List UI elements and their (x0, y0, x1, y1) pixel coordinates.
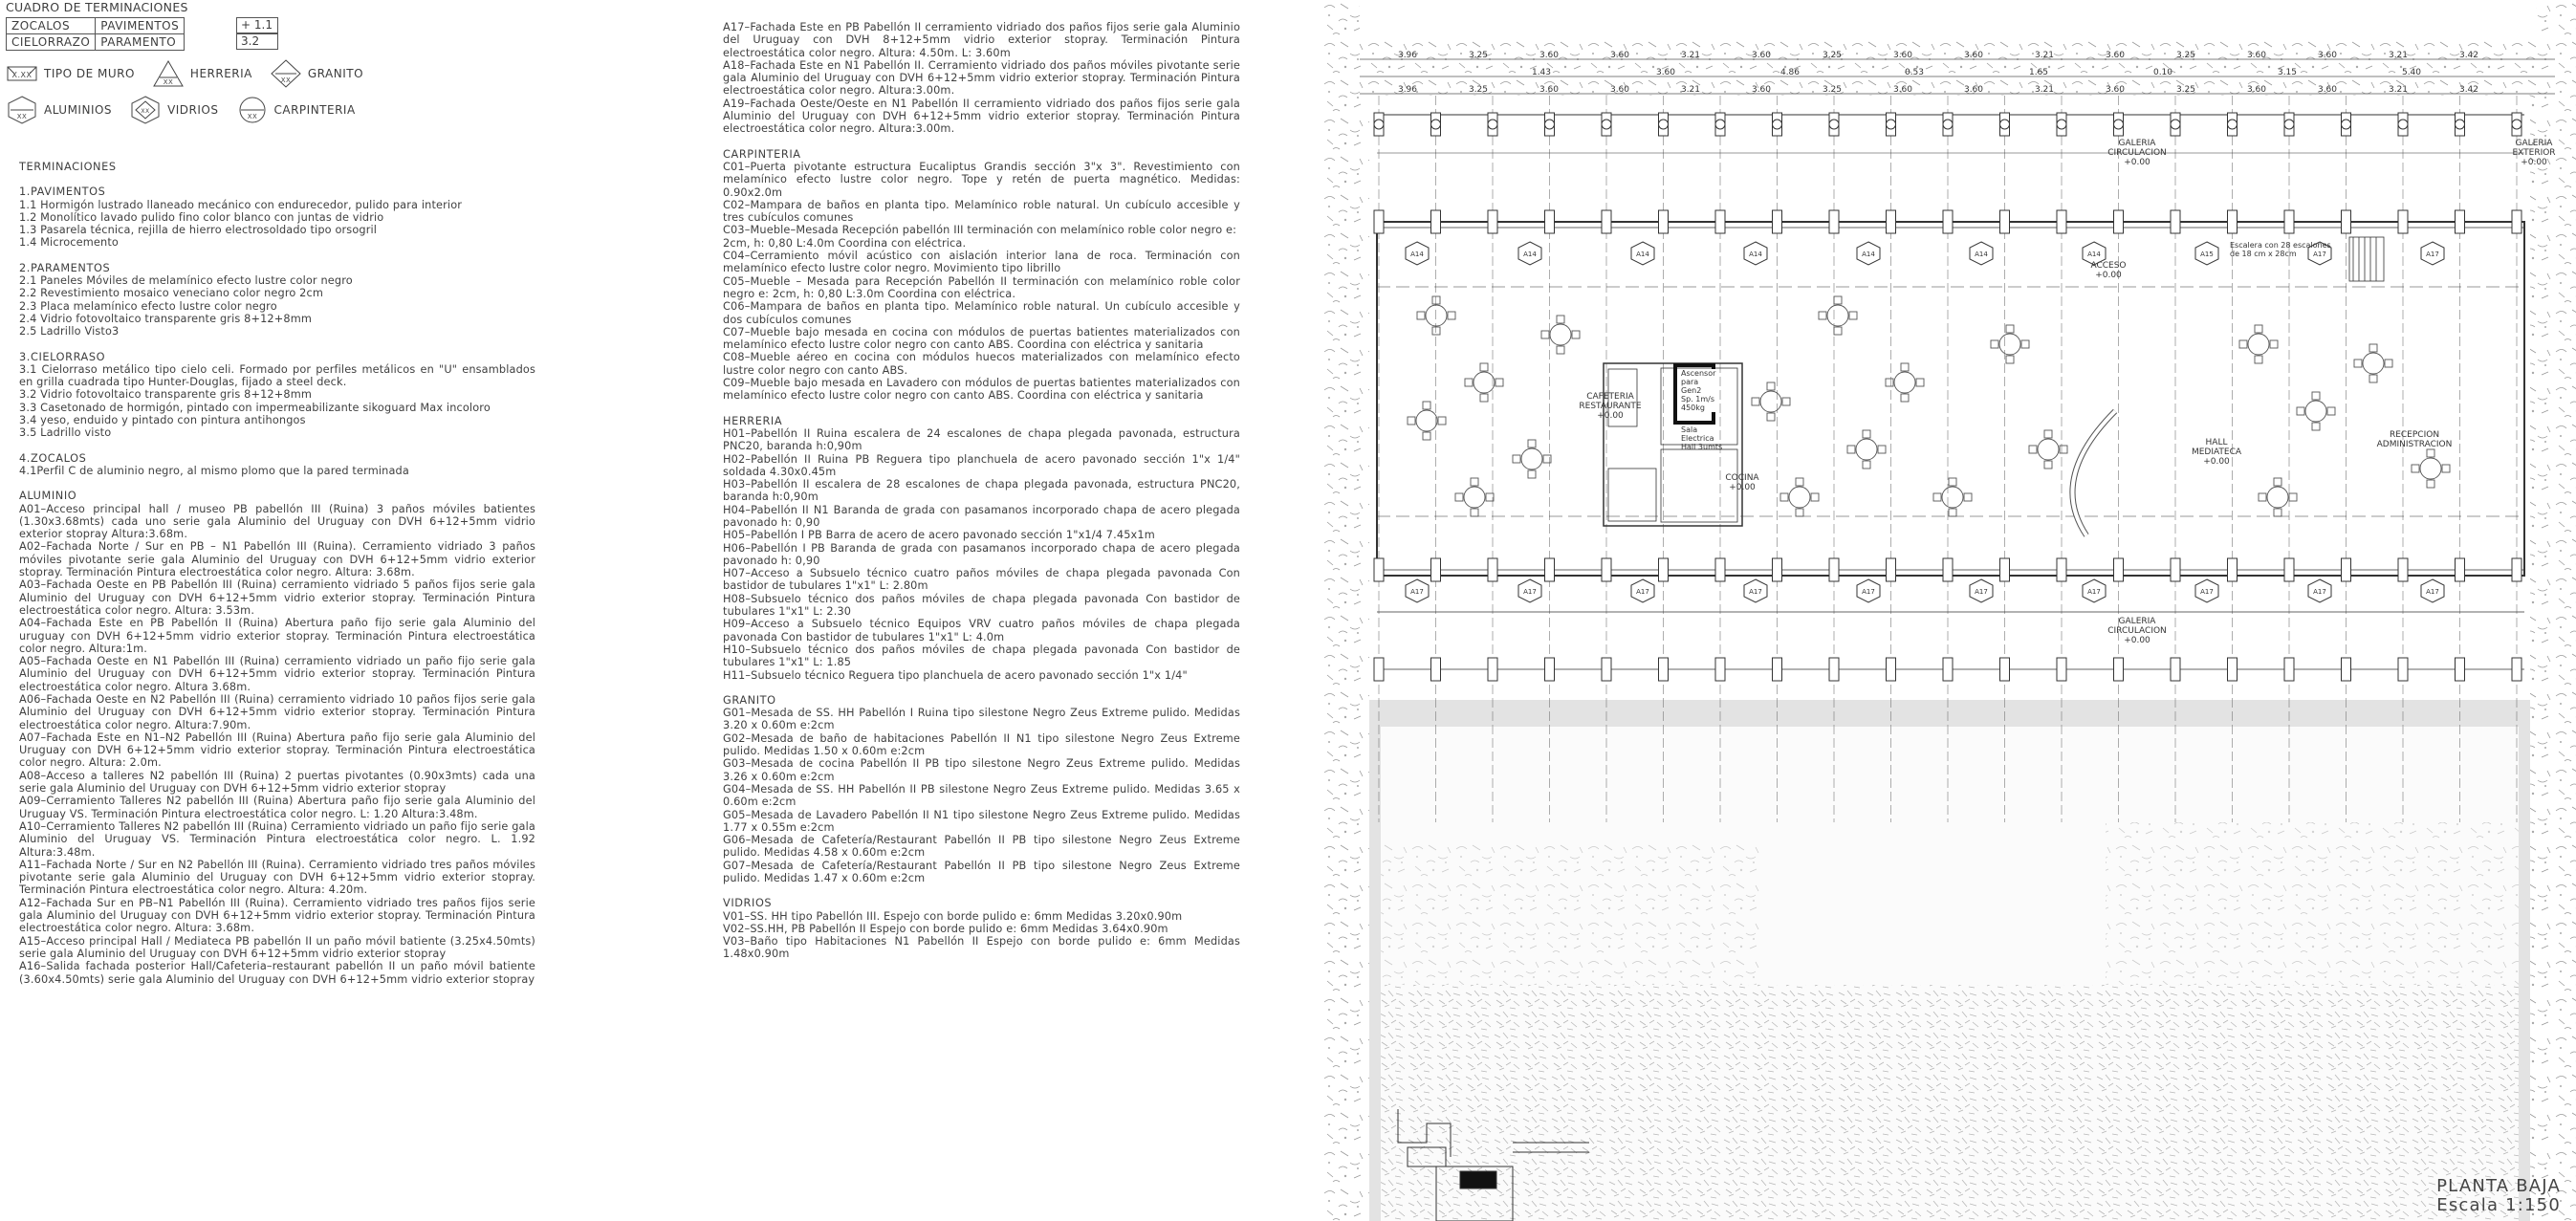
grid-axis-bubble (1773, 120, 1782, 129)
spec-line: A04–Fachada Este en PB Pabellón II (Ruina) Abertura paño fijo serie gala Aluminio del uruguay con DVH 6+12+5mm vidrio exterior stopray. Terminación Pintura electroestática color negro. Altura:1m. (19, 617, 535, 655)
column (1602, 558, 1611, 581)
dimension-label: 3.15 (2277, 68, 2298, 77)
column (2456, 658, 2465, 681)
column (2000, 658, 2010, 681)
spec-heading: GRANITO (723, 693, 776, 707)
spec-line: 1.4 Microcemento (19, 236, 119, 250)
column (2456, 558, 2465, 581)
column (1488, 558, 1497, 581)
column (2057, 558, 2066, 581)
dimension-label: 3.21 (2388, 51, 2409, 60)
legend-item-vidrios (129, 96, 218, 124)
svg-text:A14: A14 (1523, 251, 1537, 258)
aluminios-label: ALUMINIOS (44, 103, 113, 117)
dimension-label: 3.25 (2175, 51, 2196, 60)
ironwork-triangle-icon (152, 59, 185, 88)
column (2512, 558, 2521, 581)
column (2456, 210, 2465, 233)
spec-line: A07–Fachada Este en N1–N2 Pabellón III (Ruina) Abertura paño fijo serie gala Aluminio del Uruguay con DVH 6+12+5mm vidrio exterior stopray. Terminación Pintura electroestática color negro. Altura: 2.0m. (19, 730, 535, 770)
spec-section (723, 148, 1240, 403)
grid-axis-bubble (2512, 120, 2521, 129)
column (2284, 558, 2294, 581)
spec-line: 4.1Perfil C de aluminio negro, al mismo plomo que la pared terminada (19, 464, 409, 477)
floor-plan-svg (1321, 0, 2576, 1221)
spec-line: A12–Fachada Sur en PB–N1 Pabellón III (Ruina). Cerramiento vidriado tres paños fijos serie gala Aluminio del Uruguay con DVH 6+12+5mm vidrio exterior stopray. Terminación Pintura electroestática color negro. Altura: 3.68m. (19, 896, 535, 935)
column (1943, 658, 1953, 681)
column (1659, 558, 1669, 581)
legend-item-carpinteria (236, 96, 356, 124)
grid-axis-bubble (2398, 120, 2408, 129)
spec-line: C09–Mueble bajo mesada en Lavadero con módulos de puertas batientes materializados con melamínico efecto lustre color negro con canto ABS. Coordina con eléctrica y sanitaria (723, 377, 1240, 403)
spec-section (19, 262, 535, 338)
column (1887, 210, 1896, 233)
dimension-label: 3.60 (1539, 51, 1560, 60)
column (1545, 658, 1555, 681)
spec-section (19, 161, 535, 173)
spec-line: V01–SS. HH tipo Pabellón III. Espejo con borde pulido e: 6mm Medidas 3.20x0.90m (723, 909, 1183, 923)
dimension-label: 3.60 (1609, 85, 1630, 95)
grid-axis-bubble (1431, 120, 1441, 129)
spec-line: A16–Salida fachada posterior Hall/Cafeteria–restaurant pabellón II un paño móvil batiente (3.60x4.50mts) serie gala Aluminio del Uruguay con DVH 6+12+5mm vidrio exterior stopray (19, 960, 535, 986)
dimension-label: 3.60 (1751, 85, 1772, 95)
column (1943, 210, 1953, 233)
structural-grid (1379, 96, 2517, 822)
column (2228, 210, 2238, 233)
grid-axis-bubble (2171, 120, 2180, 129)
wall-type-label: TIPO DE MURO (44, 67, 135, 80)
spec-heading: VIDRIOS (723, 897, 773, 910)
spec-line: C06–Mampara de baños en planta tipo. Melamínico roble natural. Un cubículo accesible y dos cubículos comunes (723, 300, 1240, 326)
spec-line: A01–Acceso principal hall / museo PB pabellón III (Ruina) 3 paños móviles batientes (1.30x3.68mts) cada uno serie gala Aluminio del Uruguay con DVH 6+12+5mm vidrio exterior stopray Altura:3.68m. (19, 502, 535, 541)
spec-line: H05–Pabellón I PB Barra de acero de acero pavonado sección 1"x1/4 7.45x1m (723, 529, 1155, 542)
spec-line: 3.4 yeso, enduido y pintado con pintura antihongos (19, 414, 306, 427)
dimension-label: 3.60 (2246, 85, 2267, 95)
dimension-label: 3.60 (1609, 51, 1630, 60)
column (1829, 210, 1839, 233)
column (2057, 210, 2066, 233)
grid-axis-bubble (1488, 120, 1497, 129)
spec-line: H07–Acceso a Subsuelo técnico cuatro paños móviles de chapa plegada pavonada Con bastidor de tubulares 1"x1" L: 2.80m (723, 567, 1240, 593)
dimension-label: 0.10 (2152, 68, 2173, 77)
key-cell-cielorrazo: CIELORRAZO (7, 34, 96, 51)
level-key-bottom: 3.2 (236, 33, 278, 50)
dimension-label: 3.21 (2388, 85, 2409, 95)
grid-axis-bubble (1602, 120, 1611, 129)
spec-section (19, 185, 535, 249)
dimension-label: 4.86 (1779, 68, 1801, 77)
carpinteria-code: XX (247, 113, 257, 120)
grid-axis-bubble (2228, 120, 2238, 129)
column (2228, 658, 2238, 681)
spec-line: 2.1 Paneles Móviles de melamínico efecto lustre color negro (19, 274, 353, 288)
spec-line: H03–Pabellón II escalera de 28 escalones de chapa plegada pavonada, estructura PNC20, baranda h:0,90m (723, 478, 1240, 504)
wall-type-symbol-icon (6, 59, 38, 88)
dimension-label: 3.96 (1397, 85, 1418, 95)
column (1715, 558, 1725, 581)
svg-text:A14: A14 (1862, 251, 1875, 258)
spec-line: A11–Fachada Norte / Sur en N2 Pabellón III (Ruina). Cerramiento vidriado tres paños móviles pivotante serie gala Aluminio del Uruguay con DVH 6+12+5mm vidrio exterior stopray. Terminación Pintura electroestática color negro. Altura: 4.20m. (19, 858, 535, 897)
spec-line: A08–Acceso a talleres N2 pabellón III (Ruina) 2 puertas pivotantes (0.90x3mts) cada una serie gala Aluminio del Uruguay con DVH 6+12+5mm vidrio exterior stopray (19, 769, 535, 796)
spec-line: 3.3 Casetonado de hormigón, pintado con impermeabilizante sikoguard Max incoloro (19, 401, 491, 414)
column (2512, 210, 2521, 233)
spec-section (723, 897, 1240, 960)
key-cell-pavimentos: PAVIMENTOS (96, 18, 185, 34)
column (1545, 558, 1555, 581)
room-label-cafeteria: CAFETERIA RESTAURANTE +0.00 (1579, 392, 1642, 421)
spec-line: G07–Mesada de Cafetería/Restaurant Pabellón II PB tipo silestone Negro Zeus Extreme pulido. Medidas 1.47 x 0.60m e:2cm (723, 859, 1240, 884)
legend-item-herreria (152, 59, 252, 88)
grid-axis-bubble (1887, 120, 1896, 129)
spec-line: H01–Pabellón II Ruina escalera de 24 escalones de chapa plegada pavonada, estructura PNC20, baranda h:0,90m (723, 426, 1240, 453)
column (2171, 658, 2180, 681)
spec-line: 2.5 Ladrillo Visto3 (19, 325, 120, 338)
dimension-label: 3.25 (1822, 51, 1843, 60)
column (1887, 658, 1896, 681)
column (1773, 558, 1782, 581)
dimension-label: 3.21 (2034, 51, 2055, 60)
spec-line: G04–Mesada de SS. HH Pabellón II PB silestone Negro Zeus Extreme pulido. Medidas 3.65 x 0.60m e:2cm (723, 782, 1240, 809)
column (1431, 658, 1441, 681)
column (1602, 210, 1611, 233)
column (2342, 210, 2351, 233)
spec-line: A15–Acceso principal Hall / Mediateca PB pabellón II un paño móvil batiente (3.25x4.50mts) serie gala Aluminio del Uruguay con DVH 6+12+5mm vidrio exterior stopray (19, 934, 535, 960)
svg-text:A17: A17 (1636, 588, 1649, 596)
column (1773, 658, 1782, 681)
dimension-label: 3.25 (1468, 51, 1489, 60)
vidrios-label: VIDRIOS (167, 103, 219, 117)
column (2114, 658, 2124, 681)
spec-line: C05–Mueble – Mesada para Recepción Pabellón II terminación con melamínico roble color negro e: 2cm, h: 0,80 L:3.0m Coordina con eléctrica. (723, 274, 1240, 300)
column (2057, 658, 2066, 681)
column (1715, 210, 1725, 233)
granito-label: GRANITO (307, 67, 364, 80)
column (1431, 558, 1441, 581)
spec-line: A06–Fachada Oeste en N2 Pabellón III (Ruina) cerramiento vidriado 10 paños fijos serie gala Aluminio del Uruguay con DVH 6+12+5mm vidrio exterior stopray. Terminación Pintura electroestática color negro. Altura:7.90m. (19, 692, 535, 731)
spec-line: G05–Mesada de Lavadero Pabellón II N1 tipo silestone Negro Zeus Extreme pulido. Medidas 1.77 x 0.55m e:2cm (723, 808, 1240, 834)
spec-heading: TERMINACIONES (19, 161, 117, 173)
dimension-label: 3.60 (1655, 68, 1676, 77)
spec-line: C07–Mueble bajo mesada en cocina con módulos de puertas batientes materializados con melamínico efecto lustre color negro con canto ABS. Coordina con eléctrica y sanitaria (723, 325, 1240, 352)
stair-note: Escalera con 28 escalones de 18 cm x 28cm (2230, 241, 2331, 258)
grid-axis-bubble (2456, 120, 2465, 129)
spec-line: C01–Puerta pivotante estructura Eucaliptus Grandis sección 3"x 3". Revestimiento con melamínico efecto lustre color negro. Tope y retén de puerta magnético. Medidas: 0.90x2.0m (723, 160, 1240, 199)
spec-line: A17–Fachada Este en PB Pabellón II cerramiento vidriado dos paños fijos serie gala Aluminio del Uruguay con DVH 8+12+5mm vidrio exterior stopray. Terminación Pintura electroestática color negro. Altura: 4.50m. L: 3.60m (723, 21, 1240, 59)
dimension-label: 3.60 (2317, 51, 2338, 60)
granite-diamond-icon (270, 59, 302, 88)
plan-title: PLANTA BAJA (2436, 1176, 2561, 1196)
spec-line: C08–Mueble aéreo en cocina con módulos huecos materializados con melamínico efecto lustre color negro con canto ABS. (723, 351, 1240, 377)
room-label-acceso: ACCESO +0.00 (2090, 261, 2127, 280)
aluminium-hexagon-icon (6, 96, 38, 124)
spec-line: G03–Mesada de cocina Pabellón II PB tipo silestone Negro Zeus Extreme pulido. Medidas 3.26 x 0.60m e:2cm (723, 757, 1240, 783)
column (1887, 558, 1896, 581)
room-label-galeria-exterior: GALERIA EXTERIOR +0.00 (2512, 139, 2556, 167)
grid-axis-bubble (2284, 120, 2294, 129)
dimension-label: 0.53 (1904, 68, 1925, 77)
spec-line: A19–Fachada Oeste/Oeste en N1 Pabellón II cerramiento vidriado dos paños fijos serie gala Aluminio del Uruguay con DVH 6+12+5mm vidrio exterior stopray. Terminación Pintura electroestática color negro. Altura:3.00m. (723, 97, 1240, 136)
spec-line: 3.5 Ladrillo visto (19, 426, 112, 440)
specs-column-left (19, 161, 535, 986)
grid-axis-bubble (2114, 120, 2124, 129)
column (1488, 658, 1497, 681)
svg-text:A17: A17 (2313, 251, 2326, 258)
carpinteria-label: CARPINTERIA (273, 103, 356, 117)
dimension-label: 3.25 (2175, 85, 2196, 95)
svg-text:A17: A17 (2426, 588, 2439, 596)
dimension-label: 3.25 (1468, 85, 1489, 95)
spec-line: 2cm, h: 0,80 L:4.0m Coordina con eléctrica. (723, 236, 967, 250)
spec-section (19, 490, 535, 986)
legend-item-granito (270, 59, 363, 88)
dimension-label: 3.60 (1892, 85, 1913, 95)
column (1659, 658, 1669, 681)
spec-line: 3.1 Cielorraso metálico tipo cielo celi. Formado por perfiles metálicos en "U" ensamblados en grilla cuadrada tipo Hunter-Douglas, fijado a steel deck. (19, 362, 535, 389)
spec-line: H09–Acceso a Subsuelo técnico Equipos VRV cuatro paños móviles de chapa plegada pavonada Con bastidor de tubulares 1"x1" L: 4.0m (723, 618, 1240, 643)
column (2114, 210, 2124, 233)
grid-axis-bubble (1829, 120, 1839, 129)
spec-line: A03–Fachada Oeste en PB Pabellón III (Ruina) cerramiento vidriado 5 paños fijos serie gala Aluminio del Uruguay con DVH 6+12+5mm vidrio exterior stopray. Terminación Pintura electroestática color negro. Altura: 3.53m. (19, 578, 535, 617)
spec-line: V03–Baño tipo Habitaciones N1 Pabellón II Espejo con borde pulido e: 6mm Medidas 1.48x0.90m (723, 935, 1240, 961)
column (2284, 210, 2294, 233)
column (2284, 658, 2294, 681)
herreria-code: XX (163, 78, 174, 86)
legend-symbol-row-2 (6, 97, 690, 123)
finishes-key-table (6, 17, 185, 51)
spec-line: 3.2 Vidrio fotovoltaico transparente gris 8+12+8mm (19, 388, 313, 402)
spec-heading: CARPINTERIA (723, 147, 801, 161)
electrical-room-note: Sala Electrica Hall 3umts (1681, 425, 1723, 451)
dimension-label: 3.60 (2105, 85, 2126, 95)
glass-hexagon-icon (129, 96, 162, 124)
spec-heading: 1.PAVIMENTOS (19, 185, 106, 199)
column (1829, 558, 1839, 581)
dimension-label: 3.60 (1892, 51, 1913, 60)
dimension-label: 3.60 (2317, 85, 2338, 95)
aluminios-code: XX (16, 113, 28, 120)
spec-section (723, 694, 1240, 884)
column (1829, 658, 1839, 681)
spec-line: A10–Cerramiento Talleres N2 pabellón III (Ruina) Cerramiento vidriado un paño fijo serie gala Aluminio del Uruguay VS. Terminación Pintura electroestática color negro. L. 1.92 Altura:3.48m. (19, 819, 535, 859)
dimension-label: 3.60 (1963, 85, 1984, 95)
spec-line: C02–Mampara de baños en planta tipo. Melamínico roble natural. Un cubículo accesible y tres cubículos comunes (723, 198, 1240, 225)
spec-line: G06–Mesada de Cafetería/Restaurant Pabellón II PB tipo silestone Negro Zeus Extreme pulido. Medidas 4.58 x 0.60m e:2cm (723, 834, 1240, 860)
spec-line: H08–Subsuelo técnico dos paños móviles de chapa plegada pavonada Con bastidor de tubulares 1"x1" L: 2.30 (723, 592, 1240, 619)
spec-heading: ALUMINIO (19, 490, 77, 503)
grid-axis-bubble (1374, 120, 1384, 129)
plan-scale: Escala 1:150 (2436, 1195, 2561, 1215)
dimension-label: 3.21 (2034, 85, 2055, 95)
spec-heading: HERRERIA (723, 414, 783, 427)
svg-text:A17: A17 (1523, 588, 1537, 596)
column (1374, 558, 1384, 581)
dimension-label: 3.21 (1680, 51, 1701, 60)
grid-axis-bubble (2342, 120, 2351, 129)
dimension-label: 1.65 (2028, 68, 2049, 77)
column (2342, 558, 2351, 581)
spec-line: C04–Cerramiento móvil acústico con aislación interior lana de roca. Terminación con melamínico efecto lustre color negro. Movimiento tipo librillo (723, 250, 1240, 275)
floor-plan-drawing (1321, 0, 2576, 1221)
grid-axis-bubble (1659, 120, 1669, 129)
svg-text:A14: A14 (1749, 251, 1762, 258)
dimension-label: 3.96 (1397, 51, 1418, 60)
wall-type-code: X.XX (11, 71, 33, 79)
column (2000, 558, 2010, 581)
herreria-label: HERRERIA (189, 67, 252, 80)
grid-axis-bubble (2000, 120, 2010, 129)
column (2171, 558, 2180, 581)
spec-section (723, 415, 1240, 682)
dimension-label: 3.60 (2246, 51, 2267, 60)
room-label-galeria-circulacion-top: GALERIA CIRCULACION +0.00 (2107, 139, 2167, 167)
dimension-label: 3.60 (1963, 51, 1984, 60)
grid-axis-bubble (2057, 120, 2066, 129)
finishes-legend (2, 0, 690, 123)
level-key-top: + 1.1 (236, 17, 278, 33)
spec-line: G01–Mesada de SS. HH Pabellón I Ruina tipo silestone Negro Zeus Extreme pulido. Medidas 3.20 x 0.60m e:2cm (723, 707, 1240, 732)
dimension-label: 3.60 (1751, 51, 1772, 60)
spec-line: C03–Mueble–Mesada Recepción pabellón III terminación con melamínico roble color negro e: (723, 224, 1237, 237)
dimension-label: 3.21 (1680, 85, 1701, 95)
dimension-label: 3.60 (2105, 51, 2126, 60)
spec-line: 2.3 Placa melamínico efecto lustre color negro (19, 299, 277, 313)
spec-line: V02–SS.HH, PB Pabellón II Espejo con borde pulido e: 6mm Medidas 3.64x0.90m (723, 922, 1168, 935)
column (1602, 658, 1611, 681)
dimension-label: 3.42 (2458, 51, 2479, 60)
svg-text:A17: A17 (2200, 588, 2214, 596)
column (1659, 210, 1669, 233)
svg-text:A17: A17 (1862, 588, 1875, 596)
plan-title-block (2436, 1177, 2561, 1215)
spec-line: H04–Pabellón II N1 Baranda de grada con pasamanos incorporado chapa de acero plegada pavonado h: 0,90 (723, 503, 1240, 529)
column (2228, 558, 2238, 581)
legend-item-aluminios (6, 96, 112, 124)
svg-text:A17: A17 (1749, 588, 1762, 596)
spec-line: H06–Pabellón I PB Baranda de grada con pasamanos incorporado chapa de acero plegada pavonado h: 0,90 (723, 541, 1240, 567)
column (1545, 210, 1555, 233)
spec-line: A18–Fachada Este en N1 Pabellón II. Cerramiento vidriado dos paños móviles pivotante serie gala Aluminio del Uruguay con DVH 6+12+5mm vidrio exterior stopray. Terminación Pintura electroestática color negro. Altura:3.00m. (723, 58, 1240, 98)
dimension-label: 1.43 (1531, 68, 1552, 77)
column (2512, 658, 2521, 681)
svg-text:A17: A17 (2426, 251, 2439, 258)
vidrios-code: XX (141, 108, 150, 115)
spec-line: G02–Mesada de baño de habitaciones Pabellón II N1 tipo silestone Negro Zeus Extreme pulido. Medidas 1.50 x 0.60m e:2cm (723, 731, 1240, 758)
svg-text:A17: A17 (2087, 588, 2101, 596)
svg-text:A14: A14 (1410, 251, 1424, 258)
svg-text:A17: A17 (1975, 588, 1988, 596)
spec-line: 2.4 Vidrio fotovoltaico transparente gris 8+12+8mm (19, 312, 313, 325)
column (1773, 210, 1782, 233)
column (2398, 558, 2408, 581)
spec-line: H10–Subsuelo técnico dos paños móviles de chapa plegada pavonada Con bastidor de tubulares 1"x1" L: 1.85 (723, 643, 1240, 669)
grid-axis-bubble (1943, 120, 1953, 129)
column (2000, 210, 2010, 233)
column (1488, 210, 1497, 233)
column (1374, 658, 1384, 681)
room-label-recepcion: RECEPCION ADMINISTRACION (2376, 430, 2453, 449)
spec-line: H02–Pabellón II Ruina PB Reguera tipo planchuela de acero pavonado sección 1"x 1/4" soldada 4.30x0.45m (723, 452, 1240, 478)
dimension-label: 3.60 (1539, 85, 1560, 95)
room-label-galeria-circulacion-bottom: GALERIA CIRCULACION +0.00 (2107, 617, 2167, 645)
spec-line: 2.2 Revestimiento mosaico veneciano color negro 2cm (19, 287, 324, 300)
svg-text:A17: A17 (2313, 588, 2326, 596)
svg-text:A14: A14 (2087, 251, 2101, 258)
spec-line: 1.1 Hormigón lustrado llaneado mecánico con endurecedor, pulido para interior (19, 198, 463, 211)
key-cell-zocalos: ZOCALOS (7, 18, 96, 34)
spec-line: A02–Fachada Norte / Sur en PB – N1 Pabellón III (Ruina). Cerramiento vidriado 3 paños móviles pivotante serie gala Aluminio del Uruguay con DVH 6+12+5mm vidrio exterior stopray. Terminación Pintura electroestática color negro. Altura: 3.68m. (19, 540, 535, 579)
elevator-note: Ascensor para Gen2 Sp. 1m/s 450kg (1681, 369, 1716, 412)
column (2114, 558, 2124, 581)
spec-heading: 3.CIELORRASO (19, 350, 106, 363)
room-label-hall-mediateca: HALL MEDIATECA +0.00 (2191, 438, 2242, 467)
specs-column-middle (723, 21, 1240, 961)
spec-line: 1.3 Pasarela técnica, rejilla de hierro electrosoldado tipo orsogril (19, 224, 378, 237)
column (2342, 658, 2351, 681)
dimension-label: 3.42 (2458, 85, 2479, 95)
column (2398, 210, 2408, 233)
svg-text:A14: A14 (1975, 251, 1988, 258)
svg-text:A17: A17 (1410, 588, 1424, 596)
legend-item-wall-type (6, 59, 135, 88)
granito-code: XX (280, 76, 292, 84)
spec-line: H11–Subsuelo técnico Reguera tipo planchuela de acero pavonado sección 1"x 1/4" (723, 668, 1188, 682)
column (1374, 210, 1384, 233)
spec-line: A05–Fachada Oeste en N1 Pabellón III (Ruina) cerramiento vidriado un paño fijo serie gala Aluminio del Uruguay con DVH 6+12+5mm vidrio exterior stopray. Terminación Pintura electroestática color negro. Altura 3.68m. (19, 655, 535, 693)
legend-symbol-row-1 (6, 60, 690, 87)
grid-axis-bubble (1715, 120, 1725, 129)
spec-section (19, 452, 535, 478)
dimension-label: 3.25 (1822, 85, 1843, 95)
column (2171, 210, 2180, 233)
spec-line: 1.2 Monolítico lavado pulido fino color blanco con juntas de vidrio (19, 210, 384, 224)
level-key-box (236, 17, 278, 50)
grid-axis-bubble (1545, 120, 1555, 129)
carpentry-circle-icon (236, 96, 269, 124)
svg-text:A15: A15 (2200, 251, 2214, 258)
dimension-label: 5.40 (2401, 68, 2422, 77)
legend-title: CUADRO DE TERMINACIONES (6, 0, 188, 14)
svg-text:A14: A14 (1636, 251, 1649, 258)
column (2398, 658, 2408, 681)
spec-section (723, 21, 1240, 136)
spec-heading: 2.PARAMENTOS (19, 261, 111, 274)
column (1715, 658, 1725, 681)
room-label-cocina: COCINA +0.00 (1725, 473, 1759, 492)
key-cell-paramento: PARAMENTO (96, 34, 185, 51)
spec-section (19, 351, 535, 440)
column (1943, 558, 1953, 581)
spec-heading: 4.ZOCALOS (19, 451, 87, 465)
spec-line: A09–Cerramiento Talleres N2 pabellón III (Ruina) Abertura paño fijo serie gala Aluminio del Uruguay VS. Terminación Pintura electroestática color negro. L: 1.20 Altura:3.48m. (19, 795, 535, 820)
column (1431, 210, 1441, 233)
